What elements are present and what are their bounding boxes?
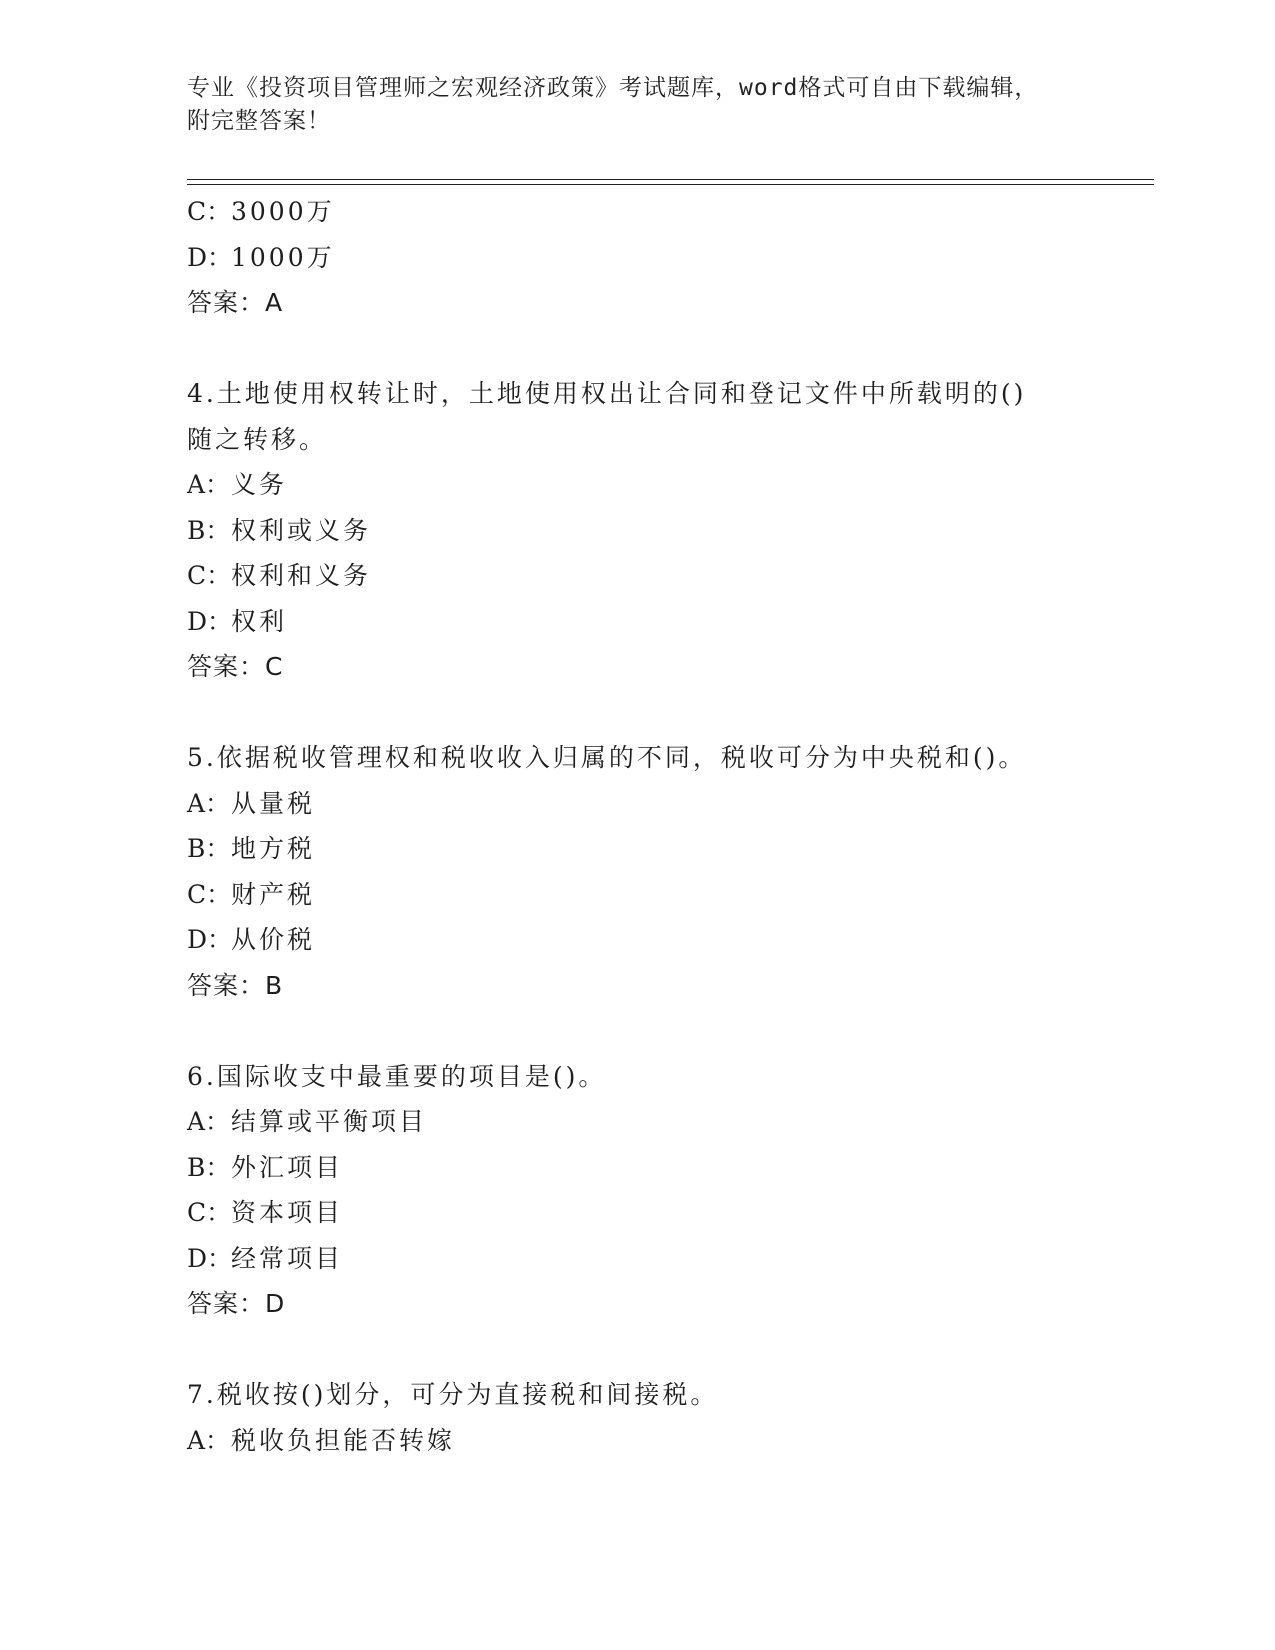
answer-line: 答案：C: [187, 652, 284, 681]
option-text: 资本项目: [231, 1198, 344, 1227]
answer-line: 答案：D: [187, 1289, 286, 1318]
option-c: [187, 1190, 1147, 1236]
question-stem: 4.土地使用权转让时，土地使用权出让合同和登记文件中所载明的(): [187, 379, 1027, 408]
document-header: [187, 72, 1067, 138]
option-text: 经常项目: [231, 1243, 344, 1273]
header-divider-bottom: [187, 184, 1154, 185]
option-letter: C：: [187, 197, 232, 226]
question-stem: 7.税收按()划分，可分为直接税和间接税。: [187, 1380, 719, 1409]
option-text: 外汇项目: [231, 1152, 344, 1182]
option-a: [187, 1418, 1147, 1464]
spacer: [187, 326, 1147, 372]
answer-line: 答案：A: [187, 288, 284, 317]
option-text: 权利或义务: [231, 515, 372, 545]
option-c: [187, 872, 1147, 918]
option-letter: C：: [187, 1198, 232, 1227]
question-list: [187, 189, 1147, 1463]
option-d: [187, 235, 1147, 281]
option-letter: D：: [187, 925, 233, 954]
option-letter: D：: [187, 606, 233, 636]
option-letter: C：: [187, 879, 232, 909]
option-letter: D：: [187, 242, 233, 272]
option-b: [187, 1145, 1147, 1191]
header-line-2: 附完整答案！: [187, 108, 331, 134]
answer-line: 答案：B: [187, 970, 284, 1000]
question-stem-continued: 随之转移。: [187, 424, 328, 454]
option-text: 3000万: [231, 197, 335, 226]
option-text: 1000万: [231, 242, 335, 272]
option-d: [187, 599, 1147, 645]
option-text: 地方税: [231, 834, 316, 863]
option-text: 义务: [231, 470, 288, 499]
option-text: 权利和义务: [231, 561, 372, 590]
option-d: [187, 917, 1147, 963]
option-c: [187, 553, 1147, 599]
spacer: [187, 1008, 1147, 1054]
spacer: [187, 1327, 1147, 1373]
option-text: 税收负担能否转嫁: [231, 1425, 456, 1455]
option-letter: A：: [187, 470, 231, 499]
option-letter: A：: [187, 1425, 231, 1455]
option-d: [187, 1236, 1147, 1282]
option-text: 权利: [231, 606, 288, 636]
option-letter: B：: [187, 1152, 231, 1182]
header-divider-top: [187, 179, 1154, 180]
option-a: [187, 1099, 1147, 1145]
option-b: [187, 826, 1147, 872]
option-letter: C：: [187, 561, 232, 590]
option-letter: A：: [187, 788, 231, 818]
option-a: [187, 781, 1147, 827]
option-text: 从量税: [231, 788, 316, 818]
option-c: [187, 189, 1147, 235]
header-line-1: 专业《投资项目管理师之宏观经济政策》考试题库，word格式可自由下载编辑，: [187, 75, 1039, 101]
option-letter: D：: [187, 1243, 233, 1273]
option-letter: B：: [187, 834, 231, 863]
option-a: [187, 462, 1147, 508]
option-letter: A：: [187, 1107, 231, 1136]
spacer: [187, 690, 1147, 736]
option-b: [187, 508, 1147, 554]
option-text: 从价税: [231, 925, 316, 954]
option-text: 财产税: [231, 879, 316, 909]
question-stem: 6.国际收支中最重要的项目是()。: [187, 1061, 607, 1091]
question-stem: 5.依据税收管理权和税收收入归属的不同，税收可分为中央税和()。: [187, 743, 1027, 772]
option-text: 结算或平衡项目: [231, 1107, 428, 1136]
option-letter: B：: [187, 515, 231, 545]
